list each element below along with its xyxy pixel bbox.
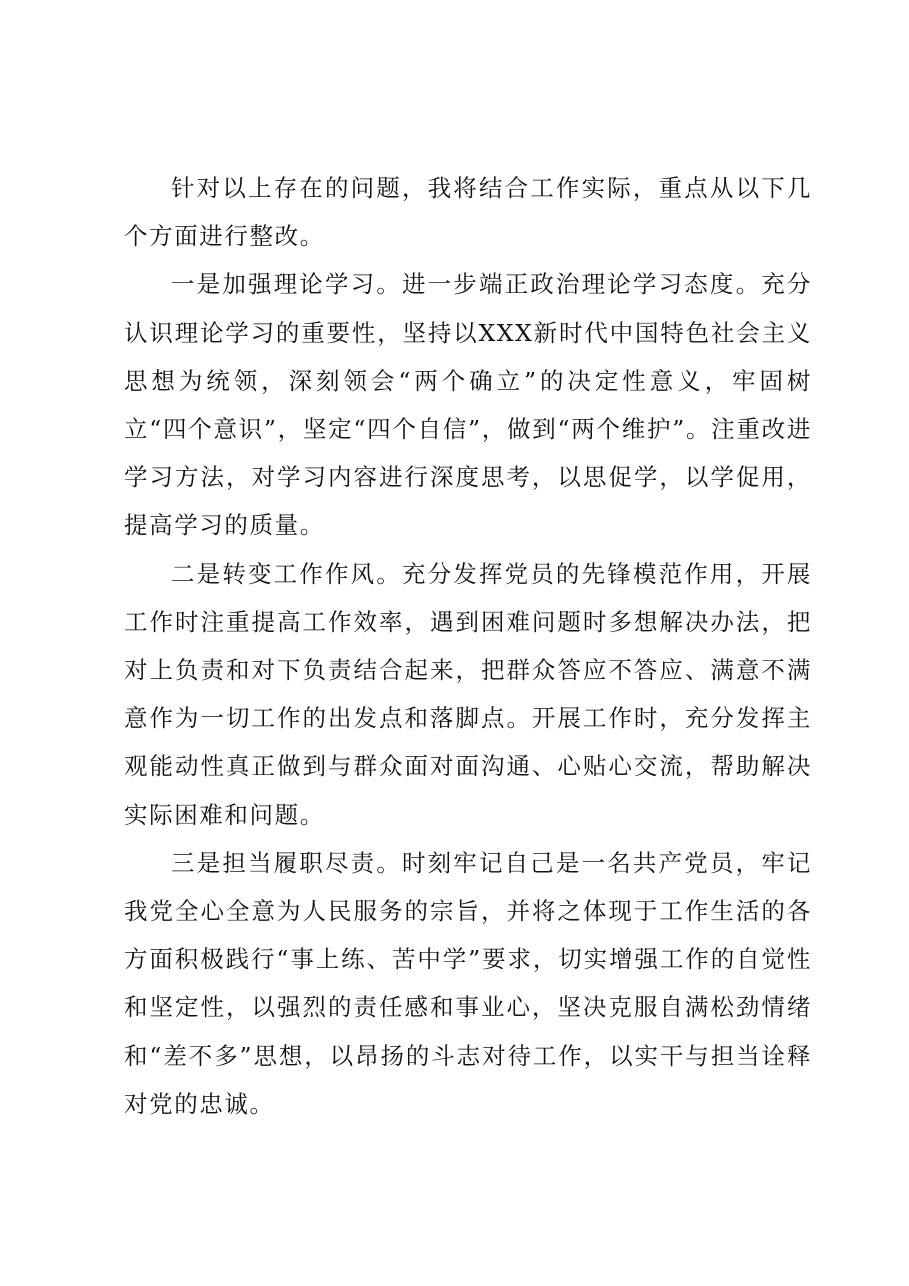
document-body: [124, 164, 812, 1128]
paragraph-responsibility: 三是担当履职尽责。时刻牢记自己是一名共产党员，牢记我党全心全意为人民服务的宗旨，并将之体现于工作生活的各方面积极践行“事上练、苦中学”要求，切实增强工作的自觉性和坚定性，以强烈的责任感和事业心，坚决克服自满松劲情绪和“差不多”思想，以昂扬的斗志对待工作，以实干与担当诠释对党的忠诚。: [124, 848, 812, 1118]
paragraph-theory-study: 一是加强理论学习。进一步端正政治理论学习态度。充分认识理论学习的重要性，坚持以XXX新时代中国特色社会主义思想为统领，深刻领会“两个确立”的决定性意义，牢固树立“四个意识”，坚定“四个自信”，做到“两个维护”。注重改进学习方法，对学习内容进行深度思考，以思促学，以学促用，提高学习的质量。: [124, 270, 812, 540]
paragraph-work-style: 二是转变工作作风。充分发挥党员的先锋模范作用，开展工作时注重提高工作效率，遇到困难问题时多想解决办法，把对上负责和对下负责结合起来，把群众答应不答应、满意不满意作为一切工作的出发点和落脚点。开展工作时，充分发挥主观能动性真正做到与群众面对面沟通、心贴心交流，帮助解决实际困难和问题。: [124, 559, 812, 829]
paragraph-intro: 针对以上存在的问题，我将结合工作实际，重点从以下几个方面进行整改。: [124, 174, 812, 251]
